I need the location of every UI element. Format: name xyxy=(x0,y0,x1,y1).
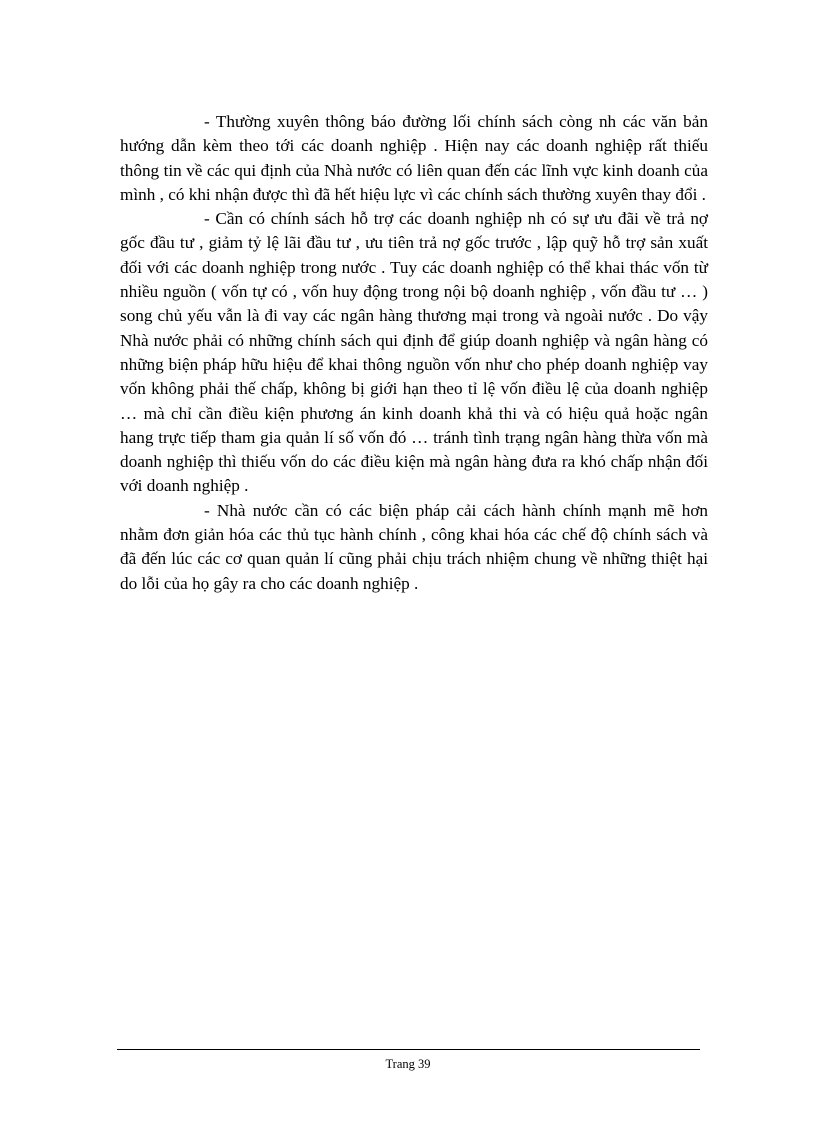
paragraph-3: - Nhà nước cần có các biện pháp cải cách hành chính mạnh mẽ hơn nhằm đơn giản hóa các thủ tục hành chính , công khai hóa các chế độ chính sách và đã đến lúc các cơ quan quản lí cũng phải chịu trách nhiệm chung về những thiệt hại do lỗi của họ gây ra cho các doanh nghiệp . xyxy=(120,500,708,593)
paragraph-2: - Cần có chính sách hỗ trợ các doanh nghiệp nh có sự ưu đãi về trả nợ gốc đầu tư , giảm tỷ lệ lãi đầu tư , ưu tiên trả nợ gốc trước , lập quỹ hỗ trợ sản xuất đối với các doanh nghiệp trong nước . Tuy các doanh nghiệp có thể khai thác vốn từ nhiều nguồn ( vốn tự có , vốn huy động trong nội bộ doanh nghiệp , vốn đầu tư … ) song chủ yếu vẫn là đi vay các ngân hàng thương mại trong và ngoài nước . Do vậy Nhà nước phải có những chính sách qui định để giúp doanh nghiệp và ngân hàng có những biện pháp hữu hiệu để khai thông nguồn vốn như cho phép doanh nghiệp vay vốn không phải thế chấp, không bị giới hạn theo tỉ lệ vốn điều lệ của doanh nghiệp … mà chỉ cần điều kiện phương án kinh doanh khả thi và có hiệu quả hoặc ngân hang trực tiếp tham gia quản lí số vốn đó … tránh tình trạng ngân hàng thừa vốn mà doanh nghiệp thì thiếu vốn do các điều kiện mà ngân hàng đưa ra khó chấp nhận đối với doanh nghiệp . xyxy=(120,209,708,496)
page-number: Trang 39 xyxy=(385,1057,431,1071)
footer-divider xyxy=(117,1049,700,1050)
paragraph-1: - Thường xuyên thông báo đường lối chính sách còng nh các văn bản hướng dẫn kèm theo tới các doanh nghiệp . Hiện nay các doanh nghiệp rất thiếu thông tin về các qui định của Nhà nước có liên quan đến các lĩnh vực kinh doanh của mình , có khi nhận được thì đã hết hiệu lực vì các chính sách thường xuyên thay đổi . xyxy=(120,112,708,204)
body-text xyxy=(120,110,708,596)
